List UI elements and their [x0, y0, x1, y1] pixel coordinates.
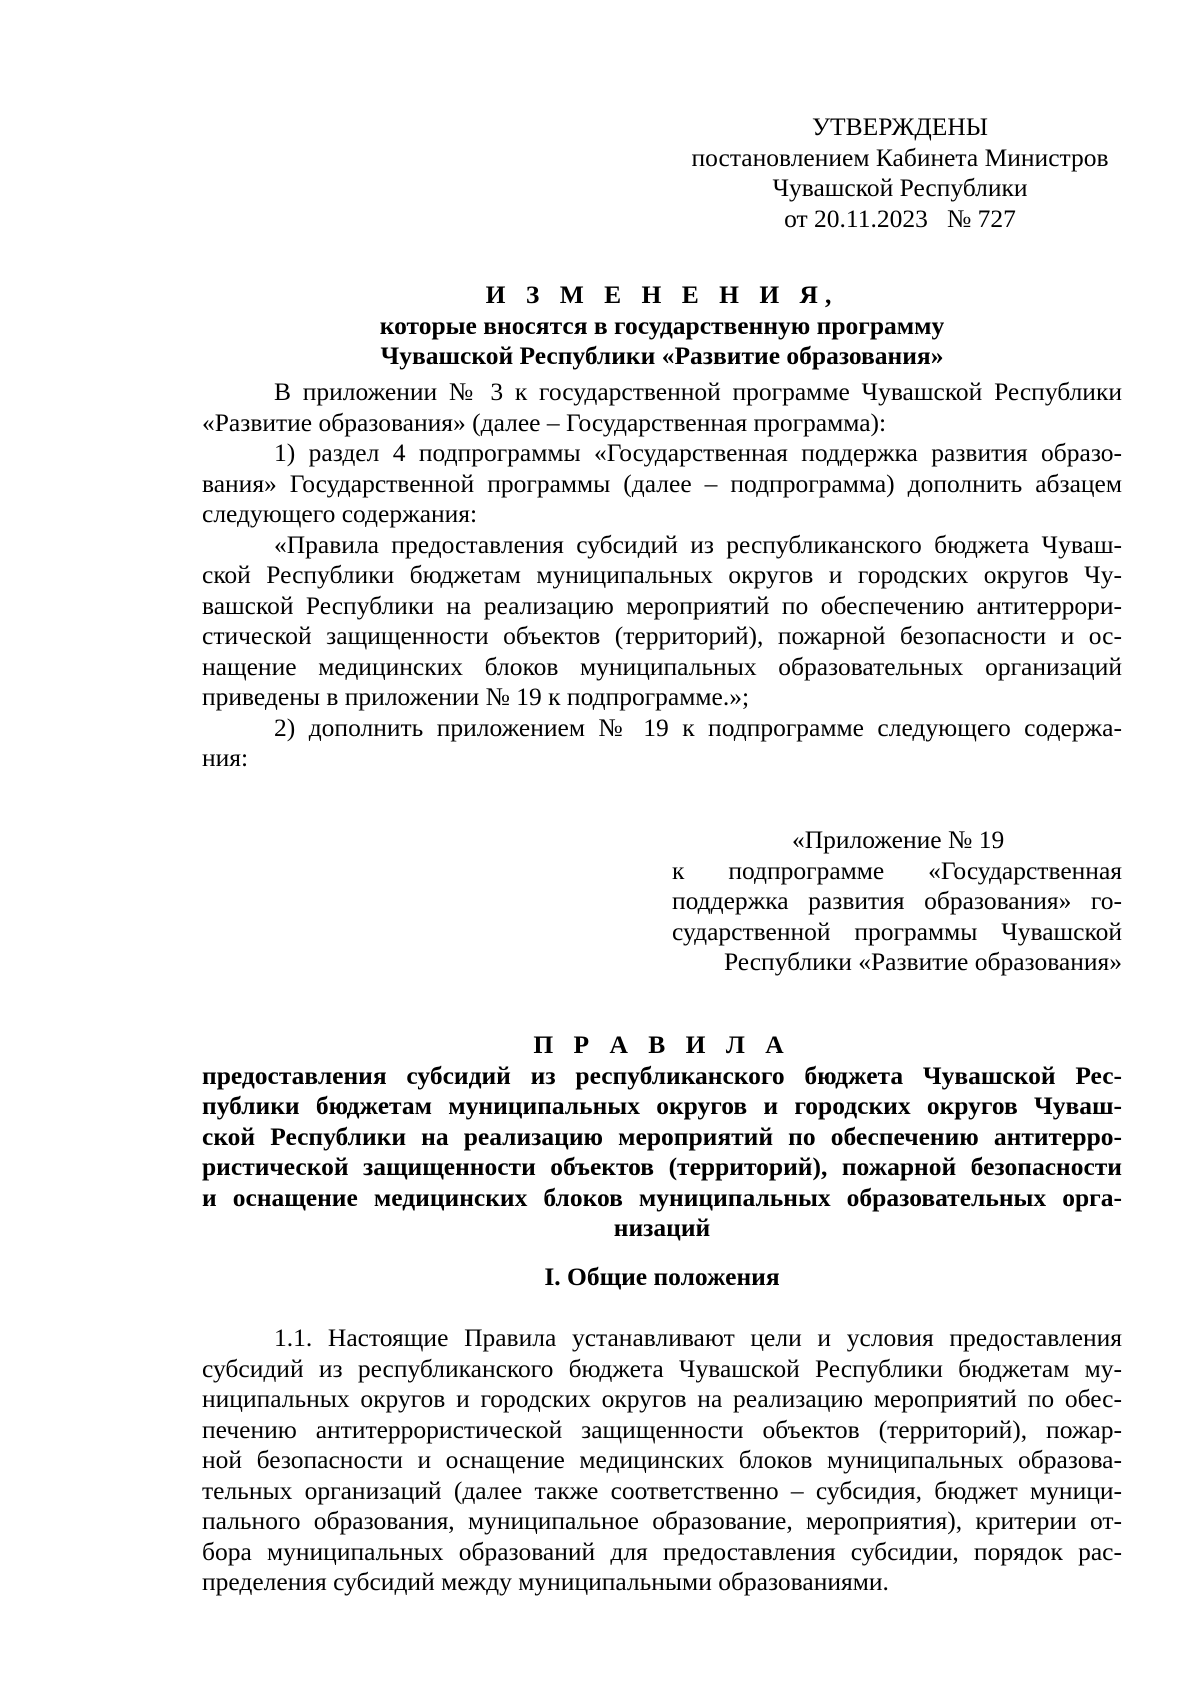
rules-heading: [202, 1030, 1122, 1244]
changes-heading: [202, 280, 1122, 372]
text-line: «Развитие образования» (далее – Государственная программа):: [202, 407, 887, 437]
approval-region: Чувашской Республики: [772, 173, 1028, 202]
text-line: следующего содержания:: [202, 499, 478, 528]
text-line: 1) раздел 4 подпрограммы «Государственная поддержка развития образо-: [274, 438, 1122, 467]
section-1-heading: I. Общие положения: [544, 1262, 780, 1291]
paragraph-3-quote: [202, 530, 1122, 713]
rules-line: ской Республики на реализацию мероприятий по обеспечению антитерро-: [202, 1121, 1122, 1151]
text-line: ния:: [202, 743, 249, 772]
approval-block: [650, 112, 1150, 234]
text-line: пределения субсидий между муниципальными образованиями.: [202, 1567, 889, 1596]
text-line: печению антитеррористической защищенности объектов (территорий), пожар-: [202, 1414, 1122, 1444]
rules-line: низаций: [613, 1213, 711, 1242]
text-line: ниципальных округов и городских округов на реализацию мероприятий по обес-: [202, 1384, 1122, 1413]
changes-title: И З М Е Н Е Н И Я,: [485, 280, 839, 309]
approval-date-number: от 20.11.2023 № 727: [784, 203, 1016, 233]
text-line: приведены в приложении № 19 к подпрограмме.»;: [202, 682, 750, 711]
section-1-paragraph: [202, 1323, 1122, 1598]
rules-line: и оснащение медицинских блоков муниципальных образовательных орга-: [202, 1182, 1122, 1212]
rules-line: ристической защищенности объектов (территорий), пожарной безопасности: [202, 1152, 1122, 1181]
paragraph-2: [202, 438, 1122, 530]
changes-subtitle-2: Чувашской Республики «Развитие образования»: [380, 341, 944, 370]
text-line: 1.1. Настоящие Правила устанавливают цели и условия предоставления: [274, 1323, 1122, 1352]
text-line: 2) дополнить приложением № 19 к подпрограмме следующего содержа-: [274, 712, 1122, 742]
paragraph-4: [202, 713, 1122, 774]
appendix-title: «Приложение № 19: [792, 825, 1005, 854]
paragraph-1: [202, 377, 1122, 438]
body-text: [202, 377, 1122, 774]
appendix-line: к подпрограмме «Государственная: [672, 855, 1122, 885]
text-line: вашской Республики на реализацию мероприятий по обеспечению антитеррори-: [202, 590, 1122, 620]
approval-heading: УТВЕРЖДЕНЫ: [812, 112, 988, 141]
text-line: стической защищенности объектов (территорий), пожарной безопасности и ос-: [202, 621, 1122, 650]
text-line: «Правила предоставления субсидий из республиканского бюджета Чуваш-: [274, 529, 1122, 559]
text-line: бора муниципальных образований для предоставления субсидии, порядок рас-: [202, 1536, 1122, 1566]
rules-line: предоставления субсидий из республиканского бюджета Чувашской Рес-: [202, 1060, 1122, 1090]
rules-line: публики бюджетам муниципальных округов и городских округов Чуваш-: [202, 1091, 1122, 1120]
appendix-block: [672, 825, 1122, 978]
appendix-line: поддержка развития образования» го-: [672, 886, 1122, 915]
text-line: субсидий из республиканского бюджета Чувашской Республики бюджетам му-: [202, 1353, 1122, 1383]
text-line: тельных организаций (далее также соответственно – субсидия, бюджет муници-: [202, 1475, 1122, 1505]
text-line: вания» Государственной программы (далее – подпрограмма) дополнить абзацем: [202, 468, 1122, 498]
rules-title: П Р А В И Л А: [533, 1030, 791, 1059]
text-line: ской Республики бюджетам муниципальных округов и городских округов Чу-: [202, 560, 1122, 589]
appendix-line: сударственной программы Чувашской: [672, 916, 1122, 946]
text-line: нащение медицинских блоков муниципальных образовательных организаций: [202, 651, 1122, 681]
appendix-line: Республики «Развитие образования»: [723, 947, 1122, 976]
text-line: ной безопасности и оснащение медицинских блоков муниципальных образова-: [202, 1445, 1122, 1474]
changes-subtitle-1: которые вносятся в государственную программу: [379, 310, 945, 340]
text-line: пального образования, муниципальное образование, мероприятия), критерии от-: [202, 1506, 1122, 1535]
text-line: В приложении № 3 к государственной программе Чувашской Республики: [274, 377, 1122, 406]
approval-issuer: постановлением Кабинета Министров: [691, 142, 1109, 172]
